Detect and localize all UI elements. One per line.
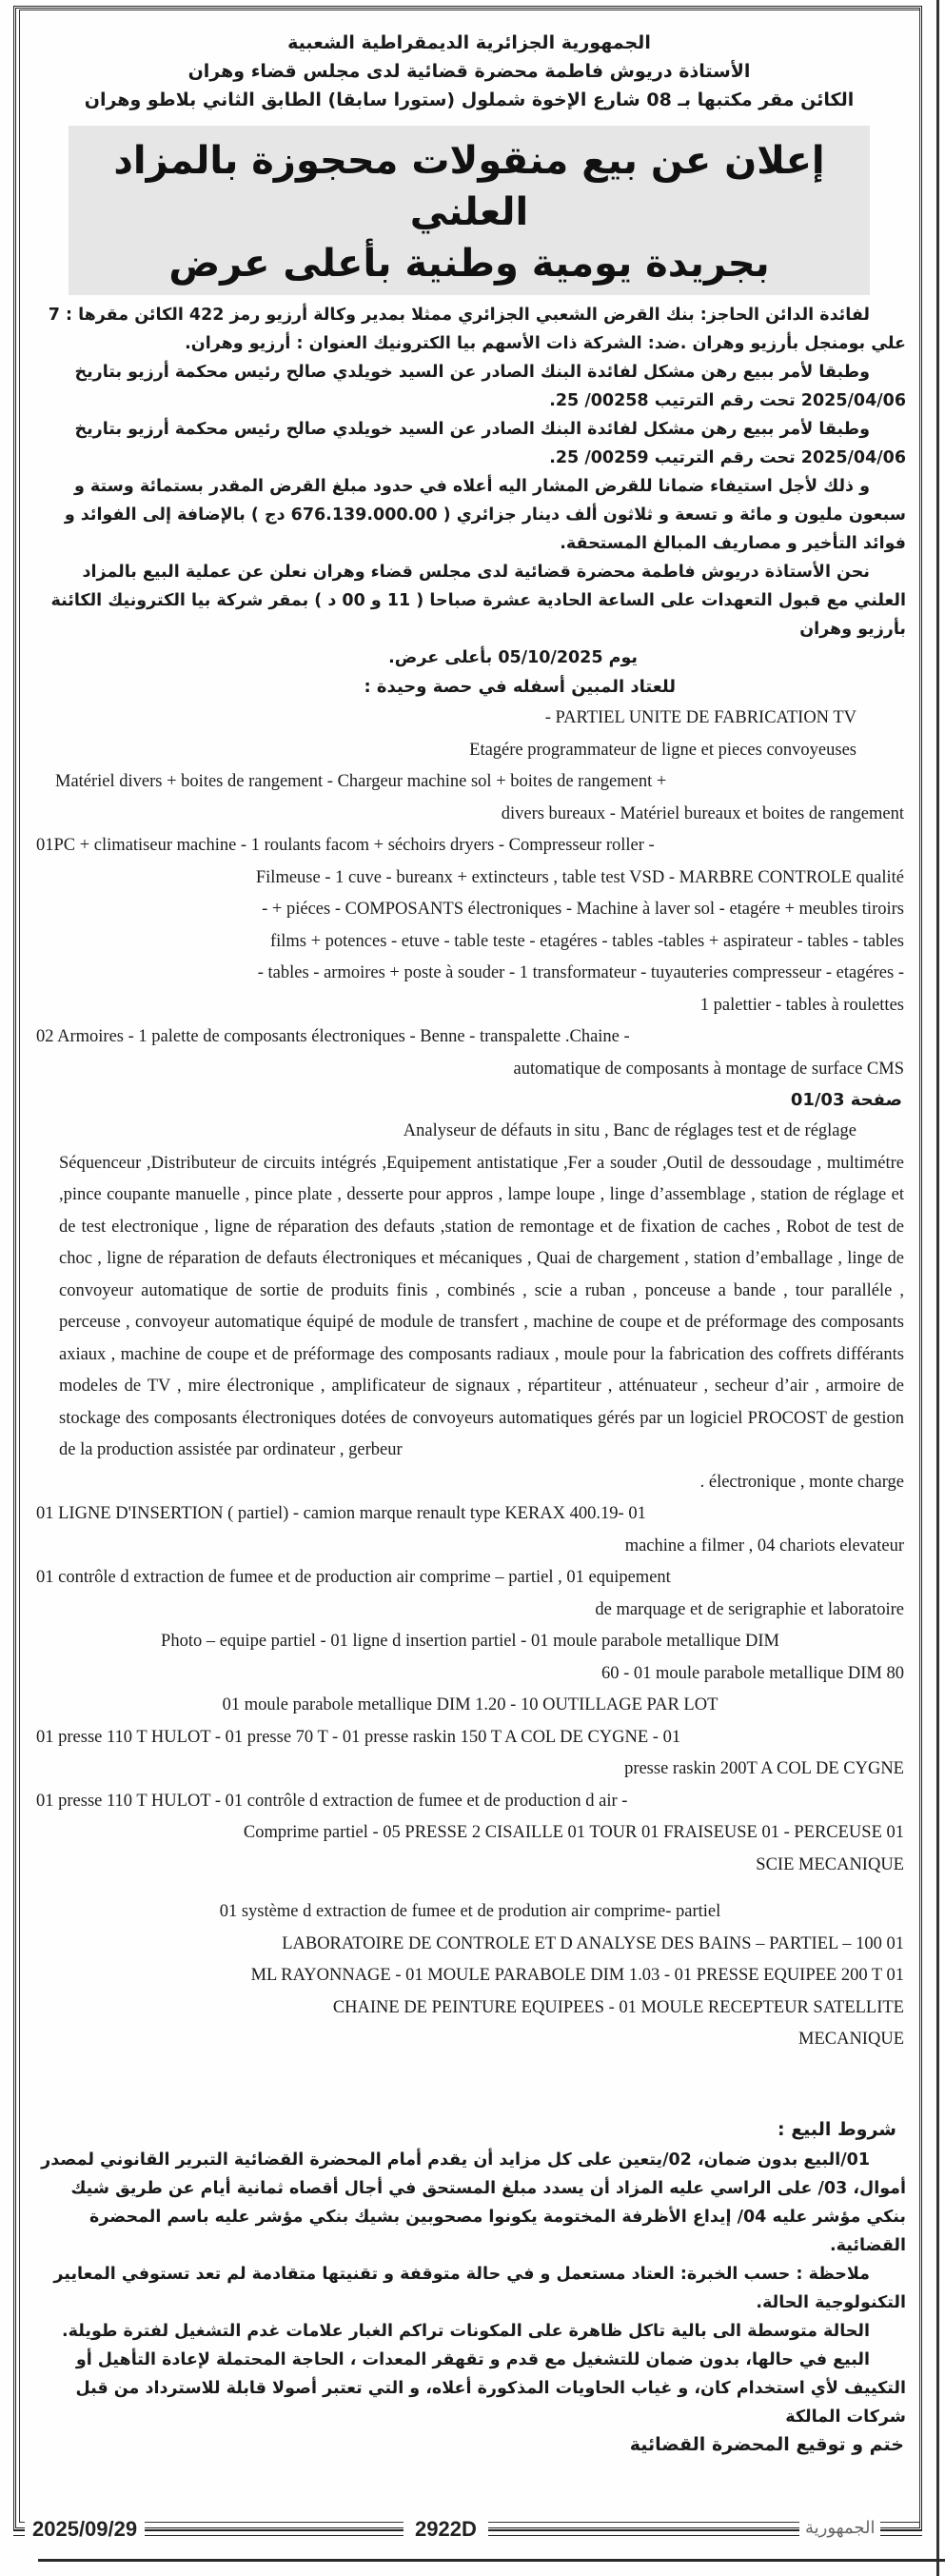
equipment-list-1 (25, 703, 914, 1085)
republic-name: الجمهورية الجزائرية الديمقراطية الشعبية (287, 32, 651, 53)
notice-title (69, 126, 870, 295)
equipment-line: machine a filmer , 04 chariots elevateur (624, 1536, 904, 1556)
equipment-paragraph-body: Séquenceur ,Distributeur de circuits intégrés ,Equipement antistatique ,Fer a souder ,Outil de dessoudage , multimétre ,pince coupante manuelle , pince plate , desserte pour appros , lampe loupe , linge d’assemblage , station de réglage et de test electronique , ligne de réparation des defauts ,station de remontage et de fixation de caches , Robot de test de choc , ligne de réparation de defauts électroniques et mécaniques , Quai de chargement , station d’emballage , linge de convoyeur automatique de sortie de produits finis , combinés , scie a ruban , ponceuse a bande , tour paralléle , perceuse , convoyeur automatique équipé de module de transfert , machine de coupe et de préformage des composants axiaux , machine de coupe et de préformage des composants radiaux , moule pour la fabrication des coffrets différants modeles de TV , mire électronique , amplificateur de signaux , répartiteur , atténuateur , secheur d’air , armoire de stockage des composants électroniques dotées de convoyeurs automatiques gérés par un logiciel PROCOST de gestion de la production assistée par ordinateur , gerbeur (59, 1153, 904, 1459)
equipment-line: - tables - armoires + poste à souder - 1 transformateur - tuyauteries compresseur - etagéres - (257, 963, 904, 982)
equipment-line: 60 - 01 moule parabole metallique DIM 80 (600, 1663, 904, 1683)
equipment-line: Matériel divers + boites de rangement - Chargeur machine sol + boites de rangement + (55, 772, 667, 791)
equipment-line: CHAINE DE PEINTURE EQUIPEES - 01 MOULE RECEPTEUR SATELLITE (332, 1997, 904, 2017)
equipment-paragraph (25, 1116, 914, 1498)
equipment-line: LABORATOIRE DE CONTROLE ET D ANALYSE DES BAINS – PARTIEL – 100 01 (282, 1933, 904, 1953)
terms-condition-state: الحالة متوسطة الى بالية تاكل ظاهرة على المكونات تراكم الغبار علامات غدم التشغيل لفترة طويلة. (62, 2321, 870, 2341)
terms-as-is: البيع في حالها، بدون ضمان للتشغيل مع قدم و تقهقر المعدات ، الحاجة المحتملة لإعادة التأهيل أو التكييف لأي استخدام كان، و غياب الحاويات المذكورة أعلاه، و التي تعتبر أصولا قابلة للاسترداد من قبل شركات المالكة (75, 2349, 906, 2427)
equipment-line: 02 Armoires - 1 palette de composants électroniques - Benne - transpalette .Chaine - (36, 1027, 630, 1046)
signature-line: ختم و توقيع المحضرة القضائية (629, 2433, 904, 2455)
equipment-paragraph-first: Analyseur de défauts in situ , Banc de réglages test et de réglage (403, 1121, 856, 1140)
equipment-line: Filmeuse - 1 cuve - bureanx + extincteurs , table test VSD - MARBRE CONTROLE qualité (255, 867, 904, 887)
publication-date: 2025/09/29 (25, 2517, 145, 2542)
court-order-2: وطبقا لأمر ببيع رهن مشكل لفائدة البنك الصادر عن السيد خويلدي صالح رئيس محكمة أرزيو بتاريخ 2025/04/06 تحت رقم الترتيب 00259/ 25. (74, 420, 906, 467)
newspaper-footer (13, 2517, 922, 2546)
bailiff-name: الأستاذة دريوش فاطمة محضرة قضائية لدى مجلس قضاء وهران (187, 61, 751, 82)
equipment-line: MECANIQUE (798, 2030, 904, 2049)
issuer-header (25, 15, 914, 114)
equipment-line: 01 presse 110 T HULOT - 01 presse 70 T - 01 presse raskin 150 T A COL DE CYGNE - 01 (36, 1727, 681, 1747)
equipment-line: ML RAYONNAGE - 01 MOULE PARABOLE DIM 1.03 - 01 PRESSE EQUIPEE 200 T 01 (250, 1966, 904, 1985)
newspaper-logo: الجمهورية (799, 2518, 880, 2538)
debt-paragraph: و ذلك لأجل استيفاء ضمانا للقرض المشار اليه أعلاه في حدود مبلغ القرض المقدر بستمائة وستة و سبعون مليون و مائة و تسعة و ثلاثون ألف دينار جزائري ( 676.139.000.00 دج ) بالإضافة إلى الفوائد و فوائد التأخير و مصاريف المبالغ المستحقة. (64, 477, 906, 553)
equipment-line: Photo – equipe partiel - 01 ligne d insertion partiel - 01 moule parabole metallique DIM (161, 1632, 779, 1651)
equipment-line: films + potences - etuve - table teste - etagéres - tables -tables + aspirateur - tables - tables (269, 931, 904, 951)
page-marker: صفحة 01/03 (790, 1090, 902, 1110)
equipment-line: 01 moule parabole metallique DIM 1.20 - 10 OUTILLAGE PAR LOT (222, 1695, 719, 1714)
equipment-line: 01 contrôle d extraction de fumee et de production air comprime – partiel , 01 equipement (36, 1568, 671, 1587)
equipment-line: 01 système d extraction de fumee et de prodution air comprime- partiel (219, 1902, 721, 1921)
page-edge-rule (936, 0, 939, 2576)
equipment-line: de marquage et de serigraphie et laboratoire (595, 1599, 904, 1619)
lot-heading: للعتاد المبين أسفله في حصة وحيدة : (364, 677, 676, 697)
legal-notice (25, 15, 914, 2458)
office-address: الكائن مقر مكتبها بـ 08 شارع الإخوة شملول (ستورا سابقا) الطابق الثاني بلاطو وهران (84, 89, 855, 110)
auction-announcement: نحن الأستاذة دريوش فاطمة محضرة قضائية لدى مجلس قضاء وهران نعلن عن عملية البيع بالمزاد العلني مع قبول التعهدات على الساعة الحادية عشرة صباحا ( 11 و 00 د ) بمقر شركة بيا الكترونيك الكائنة بأرزيو وهران (50, 563, 906, 639)
auction-date: يوم 05/10/2025 بأعلى عرض. (388, 648, 638, 667)
equipment-line: presse raskin 200T A COL DE CYGNE (624, 1759, 904, 1778)
title-line-1: إعلان عن بيع منقولات محجوزة بالمزاد العلني (113, 139, 825, 234)
equipment-line: 01 LIGNE D'INSERTION ( partiel) - camion marque renault type KERAX 400.19- 01 (36, 1504, 646, 1523)
equipment-line: divers bureaux - Matériel bureaux et boites de rangement (501, 803, 904, 823)
equipment-line: automatique de composants à montage de surface CMS (513, 1059, 904, 1079)
equipment-line: 01PC + climatiseur machine - 1 roulants facom + séchoirs dryers - Compresseur roller - (36, 836, 655, 855)
equipment-line: 01 presse 110 T HULOT - 01 contrôle d extraction de fumee et de production d air - (36, 1791, 628, 1811)
equipment-line: 1 palettier - tables à roulettes (699, 995, 904, 1015)
equipment-paragraph-last: . électronique , monte charge (699, 1472, 904, 1492)
creditor-paragraph: لفائدة الدائن الحاجز: بنك القرض الشعبي الجزائري ممثلا بمدير وكالة أرزيو رمز 422 الكائن مقرها : 7 علي بومنجل بأرزيو وهران .ضد: الشركة ذات الأسهم بيا الكترونيك العنوان : أرزيو وهران. (48, 306, 906, 353)
terms-heading: شروط البيع : (777, 2118, 896, 2140)
terms-conditions: 01/البيع بدون ضمان، 02/يتعين على كل مزايد أن يقدم أمام المحضرة القضائية التبرير القانوني لمصدر أموال، 03/ على الراسي عليه المزاد أن يسدد مبلغ المستحق في أجال أقصاه ثمانية أيام عن طريق شيك بنكي مؤشر عليه 04/ إيداع الأظرفة المختومة يكونوا مصحوبين بشيك بنكي مؤشر عليه باسم المحضرة القضائية. (41, 2150, 906, 2255)
court-order-1: وطبقا لأمر ببيع رهن مشكل لفائدة البنك الصادر عن السيد خويلدي صالح رئيس محكمة أرزيو بتاريخ 2025/04/06 تحت رقم الترتيب 00258/ 25. (74, 363, 906, 410)
equipment-line: - + piéces - COMPOSANTS électroniques - Machine à laver sol - etagére + meubles tiroirs (262, 900, 904, 919)
ad-code: 2922D (404, 2517, 488, 2542)
equipment-line: Etagére programmateur de ligne et pieces convoyeuses (469, 740, 856, 760)
equipment-line: Comprime partiel - 05 PRESSE 2 CISAILLE 01 TOUR 01 FRAISEUSE 01 - PERCEUSE 01 (243, 1823, 904, 1842)
equipment-line: - PARTIEL UNITE DE FABRICATION TV (544, 708, 856, 727)
bottom-rule (38, 2559, 945, 2562)
title-line-2: بجريدة يومية وطنية بأعلى عرض (168, 242, 770, 286)
sale-terms (25, 2113, 914, 2458)
terms-note: ملاحظة : حسب الخبرة: العتاد مستعمل و في حالة متوقفة و تقنيتها متقادمة لم تعد تستوفي المعايير التكنولوجية الحالة. (53, 2264, 906, 2312)
spacer (25, 1881, 914, 1896)
equipment-list-2 (25, 1498, 914, 2056)
equipment-line: SCIE MECANIQUE (756, 1854, 904, 1874)
spacer (25, 2056, 914, 2113)
